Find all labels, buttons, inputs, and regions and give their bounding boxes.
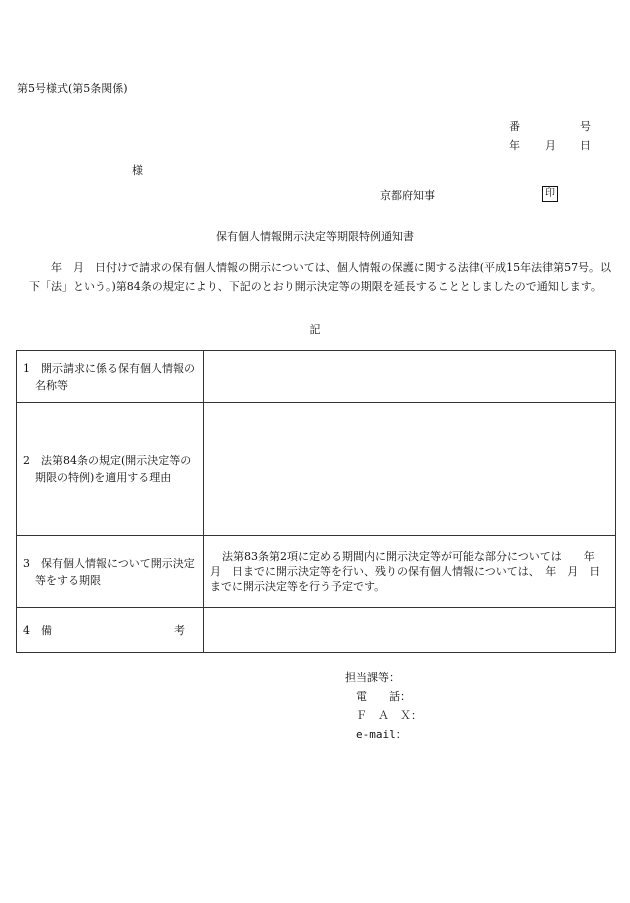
row-content-remarks [204, 608, 616, 653]
contact-email: e-mail： [356, 728, 407, 741]
row-content-reason [204, 403, 616, 536]
row-label-request-info: 1 開示請求に係る保有個人情報の名称等 [23, 361, 195, 392]
addressee-sama: 様 [132, 164, 143, 177]
table-row [17, 351, 616, 403]
row-content-request-info [204, 351, 616, 403]
document-title: 保有個人情報開示決定等期限特例通知書 [216, 230, 414, 243]
remarks-label-left: 4 備 [23, 623, 52, 637]
table-row [17, 536, 616, 608]
day-label: 日 [580, 139, 591, 152]
go-label: 号 [580, 120, 591, 133]
row-content-deadline: 法第83条第2項に定める期間内に開示決定等が可能な部分については 年 月 日までに開示決定等を行い、残りの保有個人情報については、 年 月 日までに開示決定等を行う予定です。 [210, 550, 606, 593]
ban-label: 番 [509, 120, 520, 133]
contact-fax: Ｆ Ａ Ｘ： [356, 709, 422, 722]
seal-stamp-box: 印 [542, 186, 558, 202]
contact-block [345, 668, 422, 744]
body-paragraph [29, 258, 614, 296]
year-label: 年 [509, 139, 520, 152]
body-text: 年 月 日付けで請求の保有個人情報の開示については、個人情報の保護に関する法律(平成15年法律第57号。以下「法」という。)第84条の規定により、下記のとおり開示決定等の期限を延長することとしましたので通知します。 [29, 261, 612, 293]
ki-heading: 記 [309, 323, 321, 336]
table-row [17, 403, 616, 536]
table-row [17, 608, 616, 653]
month-label: 月 [545, 139, 556, 152]
issuer-governor: 京都府知事 [380, 189, 435, 202]
form-number: 第5号様式(第5条関係) [17, 82, 128, 95]
contact-telephone: 電 話： [356, 690, 411, 703]
row-label-remarks [23, 622, 199, 639]
row-label-reason: 2 法第84条の規定(開示決定等の期限の特例)を適用する理由 [23, 454, 192, 484]
row-label-deadline: 3 保有個人情報について開示決定等をする期限 [23, 556, 195, 587]
remarks-label-right: 考 [174, 623, 185, 637]
details-table [16, 350, 616, 653]
contact-department: 担当課等： [345, 671, 400, 684]
